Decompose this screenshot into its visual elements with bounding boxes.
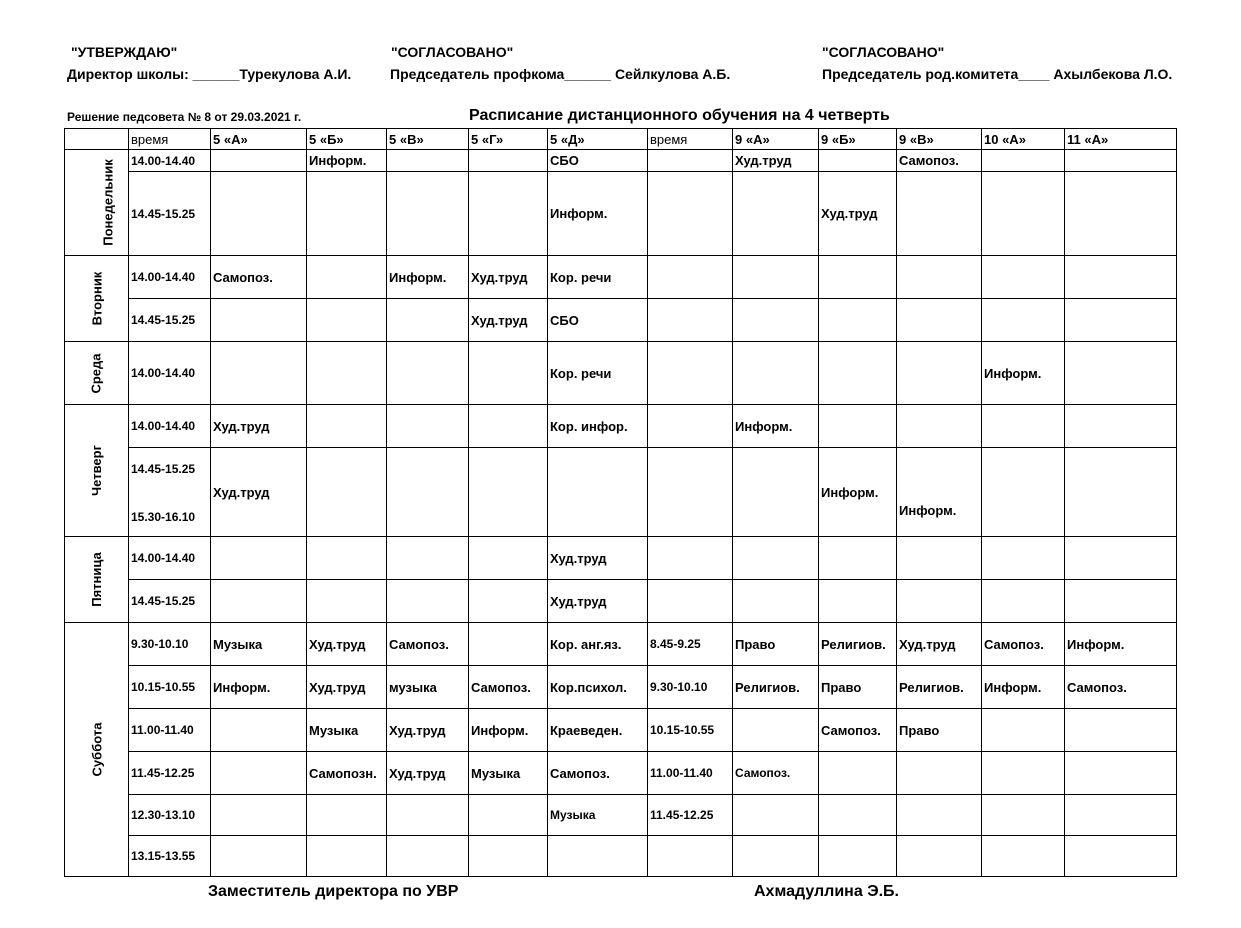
table-row: [65, 172, 1177, 256]
time-cell: 14.00-14.40: [129, 150, 211, 172]
time-cell: 14.00-14.40: [129, 256, 211, 299]
lesson-cell: [307, 256, 387, 299]
lesson-cell: [211, 299, 307, 342]
lesson-cell: [819, 752, 897, 795]
time-cell: [648, 580, 733, 623]
lesson-cell: Худ.труд: [307, 623, 387, 666]
lesson-cell: [307, 795, 387, 836]
lesson-cell: [1065, 172, 1177, 256]
lesson-cell: [819, 405, 897, 448]
lesson-cell: [982, 448, 1065, 537]
table-row: [65, 256, 1177, 299]
table-row: [65, 405, 1177, 448]
lesson-cell: [819, 836, 897, 877]
lesson-cell: [307, 537, 387, 580]
lesson-cell: [733, 172, 819, 256]
lesson-cell: [211, 150, 307, 172]
lesson-cell: [387, 448, 469, 537]
lesson-cell: [1065, 795, 1177, 836]
lesson-cell: [211, 172, 307, 256]
lesson-cell: [982, 172, 1065, 256]
lesson-cell: [897, 836, 982, 877]
lesson-cell: [982, 836, 1065, 877]
lesson-cell: [819, 256, 897, 299]
lesson-cell: Самопоз.: [982, 623, 1065, 666]
lesson-cell: [1065, 256, 1177, 299]
column-header: 11 «А»: [1065, 129, 1177, 150]
lesson-cell: [733, 709, 819, 752]
day-label-tuesday: Вторник: [65, 256, 129, 342]
lesson-cell: Кор.психол.: [548, 666, 648, 709]
lesson-cell: [982, 537, 1065, 580]
time-cell: 12.30-13.10: [129, 795, 211, 836]
time-cell: [648, 448, 733, 537]
time-cell: 10.15-10.55: [648, 709, 733, 752]
lesson-cell: [387, 795, 469, 836]
lesson-cell: [469, 623, 548, 666]
lesson-cell: Самопоз.: [897, 150, 982, 172]
lesson-cell: Самопоз.: [211, 256, 307, 299]
lesson-cell: [897, 256, 982, 299]
time-cell: [648, 342, 733, 405]
time-cell: [648, 405, 733, 448]
lesson-cell: [819, 150, 897, 172]
time-cell: 14.45-15.25: [129, 172, 211, 256]
time-cell: 14.45-15.25: [129, 299, 211, 342]
lesson-cell: Информ.: [307, 150, 387, 172]
time-cell: 10.15-10.55: [129, 666, 211, 709]
lesson-cell: Религиов.: [733, 666, 819, 709]
time-cell: 14.00-14.40: [129, 537, 211, 580]
day-label-monday: Понедельник: [65, 150, 129, 256]
lesson-cell: Самопоз.: [469, 666, 548, 709]
lesson-cell: [897, 580, 982, 623]
table-row: [65, 709, 1177, 752]
corner-cell: [65, 129, 129, 150]
time-cell: 11.00-11.40: [648, 752, 733, 795]
lesson-cell: [307, 580, 387, 623]
lesson-cell: [469, 537, 548, 580]
lesson-cell: [469, 836, 548, 877]
lesson-cell: Худ.труд: [211, 405, 307, 448]
day-label-wednesday: Среда: [65, 342, 129, 405]
lesson-cell: [1065, 342, 1177, 405]
lesson-cell: СБО: [548, 150, 648, 172]
lesson-cell: [211, 752, 307, 795]
lesson-cell: [1065, 836, 1177, 877]
time-cell: 11.45-12.25: [648, 795, 733, 836]
lesson-cell: Худ.труд: [548, 537, 648, 580]
table-row: [65, 836, 1177, 877]
time-cell: [648, 299, 733, 342]
time-cell: [129, 448, 211, 537]
lesson-cell: [1065, 448, 1177, 537]
lesson-cell: Информ.: [1065, 623, 1177, 666]
lesson-cell: [387, 836, 469, 877]
lesson-cell: Музыка: [469, 752, 548, 795]
time-cell: [648, 836, 733, 877]
lesson-cell: [982, 795, 1065, 836]
lesson-label: Информ.: [899, 502, 957, 518]
lesson-cell: [469, 150, 548, 172]
column-header: время: [129, 129, 211, 150]
lesson-cell: [469, 448, 548, 537]
lesson-cell: [897, 537, 982, 580]
column-header: 5 «В»: [387, 129, 469, 150]
lesson-cell: Музыка: [211, 623, 307, 666]
lesson-cell: Музыка: [307, 709, 387, 752]
lesson-cell: Самопозн.: [307, 752, 387, 795]
column-header: 5 «Г»: [469, 129, 548, 150]
table-row: [65, 537, 1177, 580]
column-header: 5 «А»: [211, 129, 307, 150]
table-row: [65, 666, 1177, 709]
lesson-cell: [982, 580, 1065, 623]
lesson-cell: Худ.труд: [469, 256, 548, 299]
time-cell: [648, 256, 733, 299]
lesson-cell: Информ.: [548, 172, 648, 256]
lesson-cell: [211, 342, 307, 405]
lesson-cell: [733, 448, 819, 537]
day-label-saturday: Суббота: [65, 623, 129, 877]
approval-left-line: Директор школы: ______Турекулова А.И.: [67, 66, 352, 82]
table-row: [65, 150, 1177, 172]
lesson-cell: Самопоз.: [1065, 666, 1177, 709]
table-row: [65, 795, 1177, 836]
lesson-cell: Самопоз.: [387, 623, 469, 666]
time-label: 14.45-15.25: [131, 462, 196, 476]
lesson-cell: Кор. анг.яз.: [548, 623, 648, 666]
lesson-cell: [1065, 150, 1177, 172]
lesson-cell: [1065, 299, 1177, 342]
lesson-cell: Информ.: [982, 666, 1065, 709]
lesson-cell: Краеведен.: [548, 709, 648, 752]
approval-right-line: Председатель род.комитета____ Ахылбекова Л.О.: [822, 66, 1173, 82]
lesson-cell: Кор. речи: [548, 342, 648, 405]
lesson-cell: Самопоз.: [819, 709, 897, 752]
time-cell: [648, 172, 733, 256]
lesson-cell: [387, 172, 469, 256]
lesson-cell: [469, 405, 548, 448]
lesson-cell: СБО: [548, 299, 648, 342]
column-header: время: [648, 129, 733, 150]
approval-middle-label: "СОГЛАСОВАНО": [391, 44, 514, 60]
lesson-cell: музыка: [387, 666, 469, 709]
lesson-cell: [1065, 580, 1177, 623]
lesson-cell: [819, 795, 897, 836]
lesson-cell: [211, 836, 307, 877]
decision-note: Решение педсовета № 8 от 29.03.2021 г.: [67, 110, 302, 124]
column-header: 5 «Д»: [548, 129, 648, 150]
table-row: [65, 623, 1177, 666]
approval-right-label: "СОГЛАСОВАНО": [822, 44, 945, 60]
lesson-cell: [1065, 752, 1177, 795]
lesson-cell: [387, 405, 469, 448]
time-cell: 14.00-14.40: [129, 405, 211, 448]
lesson-cell: [733, 537, 819, 580]
lesson-cell: [469, 580, 548, 623]
lesson-cell: [982, 709, 1065, 752]
lesson-cell: [982, 299, 1065, 342]
column-header: 9 «А»: [733, 129, 819, 150]
lesson-cell: Худ.труд: [897, 623, 982, 666]
lesson-cell: Информ.: [733, 405, 819, 448]
lesson-cell: Худ.труд: [211, 448, 307, 537]
lesson-cell: [897, 172, 982, 256]
lesson-cell: [211, 795, 307, 836]
lesson-cell: [982, 256, 1065, 299]
lesson-cell: [733, 256, 819, 299]
time-label-extra: 15.30-16.10: [131, 510, 196, 524]
lesson-cell: Право: [897, 709, 982, 752]
lesson-cell: [733, 342, 819, 405]
table-row: [65, 752, 1177, 795]
time-cell: 13.15-13.55: [129, 836, 211, 877]
lesson-cell: Информ.: [982, 342, 1065, 405]
lesson-cell: [307, 405, 387, 448]
lesson-cell: [897, 752, 982, 795]
approval-left-label: "УТВЕРЖДАЮ": [71, 44, 178, 60]
approval-middle-line: Председатель профкома______ Сейлкулова А.Б.: [390, 66, 731, 82]
lesson-cell: [307, 342, 387, 405]
lesson-cell: [307, 448, 387, 537]
time-cell: 11.00-11.40: [129, 709, 211, 752]
lesson-cell: [982, 150, 1065, 172]
time-cell: 14.00-14.40: [129, 342, 211, 405]
lesson-cell: [819, 580, 897, 623]
lesson-cell: [307, 299, 387, 342]
lesson-cell: [982, 405, 1065, 448]
lesson-cell: [1065, 405, 1177, 448]
lesson-cell: [387, 580, 469, 623]
lesson-cell: Информ.: [387, 256, 469, 299]
lesson-cell: Худ.труд: [819, 172, 897, 256]
lesson-cell: [733, 836, 819, 877]
column-header: 10 «А»: [982, 129, 1065, 150]
column-header: 9 «В»: [897, 129, 982, 150]
lesson-cell: Религиов.: [897, 666, 982, 709]
time-cell: 8.45-9.25: [648, 623, 733, 666]
time-cell: [648, 537, 733, 580]
lesson-cell: [548, 448, 648, 537]
lesson-cell: Худ.труд: [469, 299, 548, 342]
lesson-cell: [211, 709, 307, 752]
lesson-cell: [387, 299, 469, 342]
lesson-cell: [211, 537, 307, 580]
lesson-cell: [387, 537, 469, 580]
lesson-cell: [733, 580, 819, 623]
lesson-cell: Право: [819, 666, 897, 709]
lesson-cell: Музыка: [548, 795, 648, 836]
lesson-cell: Религиов.: [819, 623, 897, 666]
lesson-cell: Информ.: [469, 709, 548, 752]
lesson-cell: [733, 299, 819, 342]
lesson-cell: Информ.: [819, 448, 897, 537]
lesson-cell: [982, 752, 1065, 795]
time-cell: [648, 150, 733, 172]
column-header: 5 «Б»: [307, 129, 387, 150]
lesson-cell: [1065, 537, 1177, 580]
lesson-cell: [469, 795, 548, 836]
lesson-cell: [211, 580, 307, 623]
lesson-cell: [897, 342, 982, 405]
column-header: 9 «Б»: [819, 129, 897, 150]
lesson-cell: [819, 299, 897, 342]
table-header-row: [65, 129, 1177, 150]
lesson-cell: [733, 795, 819, 836]
lesson-cell: [897, 405, 982, 448]
lesson-cell: [548, 836, 648, 877]
time-cell: 14.45-15.25: [129, 580, 211, 623]
lesson-cell: Худ.труд: [548, 580, 648, 623]
time-cell: 11.45-12.25: [129, 752, 211, 795]
lesson-cell: Кор. речи: [548, 256, 648, 299]
table-row: [65, 342, 1177, 405]
lesson-cell: [307, 172, 387, 256]
page-title: Расписание дистанционного обучения на 4 четверть: [469, 107, 890, 124]
lesson-cell: [1065, 709, 1177, 752]
day-label-friday: Пятница: [65, 537, 129, 623]
lesson-cell: [469, 342, 548, 405]
lesson-cell: Самопоз.: [548, 752, 648, 795]
lesson-cell: Кор. инфор.: [548, 405, 648, 448]
footer-name: Ахмадуллина Э.Б.: [754, 883, 899, 900]
lesson-cell: Информ.: [211, 666, 307, 709]
footer-role: Заместитель директора по УВР: [208, 883, 459, 900]
lesson-cell: Худ.труд: [733, 150, 819, 172]
lesson-cell: Худ.труд: [307, 666, 387, 709]
table-row: [65, 580, 1177, 623]
day-label-thursday: Четверг: [65, 405, 129, 537]
lesson-cell: [897, 795, 982, 836]
lesson-cell: [307, 836, 387, 877]
time-cell: 9.30-10.10: [648, 666, 733, 709]
schedule-table: [64, 128, 1177, 877]
lesson-cell: [897, 448, 982, 537]
lesson-cell: [897, 299, 982, 342]
lesson-cell: Самопоз.: [733, 752, 819, 795]
lesson-cell: [819, 537, 897, 580]
lesson-cell: [387, 342, 469, 405]
lesson-cell: [387, 150, 469, 172]
table-row: [65, 299, 1177, 342]
lesson-cell: [819, 342, 897, 405]
lesson-cell: Худ.труд: [387, 752, 469, 795]
lesson-cell: Право: [733, 623, 819, 666]
lesson-cell: [469, 172, 548, 256]
lesson-cell: Худ.труд: [387, 709, 469, 752]
time-cell: 9.30-10.10: [129, 623, 211, 666]
table-row: [65, 448, 1177, 537]
